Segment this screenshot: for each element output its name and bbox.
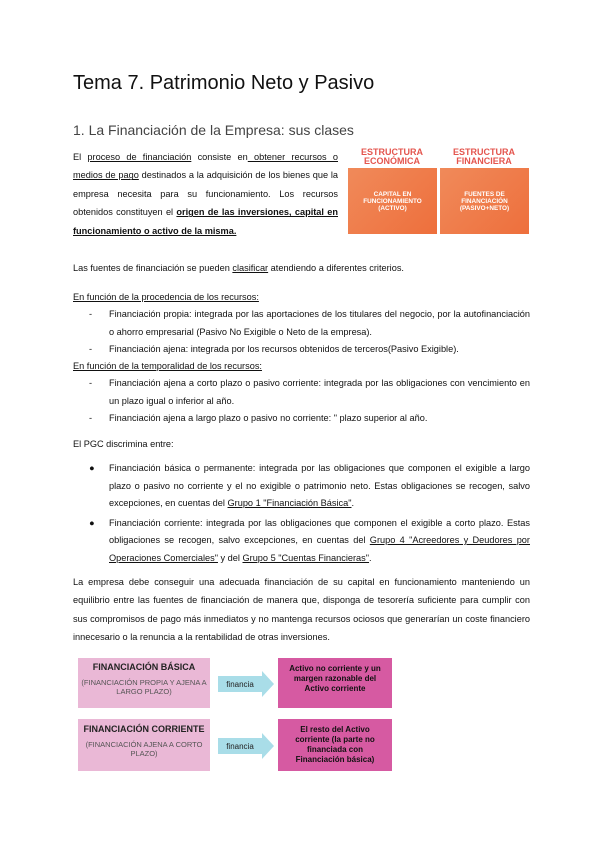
classify-paragraph	[73, 260, 530, 278]
pgc-list	[73, 460, 530, 567]
link-grupo-4[interactable]: Grupo 4 "Acreedores y Deudores por Operaciones Comerciales"	[109, 535, 530, 563]
financiacion-corriente-box	[78, 719, 210, 771]
pgc-intro: El PGC discrimina entre:	[73, 439, 174, 449]
financiacion-basica-title: FINANCIACIÓN BÁSICA	[92, 662, 196, 672]
temporalidad-heading: En función de la temporalidad de los recursos:	[73, 361, 262, 371]
result-text-1: Activo no corriente y un margen razonable del Activo corriente	[289, 664, 381, 693]
pgc-b2-end: .	[369, 552, 372, 563]
list-item	[73, 515, 530, 568]
financia-arrow-1	[218, 671, 274, 697]
bullet-marker: ●	[89, 463, 95, 473]
intro-paragraph	[73, 148, 338, 240]
procedencia-heading: En función de la procedencia de los recursos:	[73, 292, 259, 302]
financiacion-corriente-subtitle: (FINANCIACIÓN AJENA A CORTO PLAZO)	[85, 740, 203, 758]
financiacion-basica-subtitle: (FINANCIACIÓN PROPIA Y AJENA A LARGO PLAZO)	[81, 678, 207, 696]
closing-paragraph: La empresa debe conseguir una adecuada financiación de su capital en funcionamiento manteniendo un equilibrio entre las fuentes de financiación de manera que, disponga de tesorería suficiente para cumplir con sus compromisos de pago más inmediatos y no mantenga recursos ociosos que generarían un coste financiero innecesario o la renuncia a la rentabilidad de otras inversiones.	[73, 577, 530, 643]
list-item	[73, 375, 530, 410]
financia-label-2: financia	[226, 741, 254, 751]
structure-right-box	[440, 168, 529, 234]
procedencia-list	[73, 306, 530, 359]
bullet-marker: ●	[89, 517, 95, 528]
dash-marker: -	[89, 378, 93, 388]
link-origen-inversiones[interactable]: origen de las inversiones, capital en funcionamiento o activo de la misma.	[73, 207, 338, 236]
structure-right-header: ESTRUCTURA FINANCIERA	[453, 147, 515, 166]
link-grupo-1[interactable]: Grupo 1 "Financiación Básica"	[227, 498, 352, 508]
pgc-b1-end: .	[351, 498, 355, 508]
financia-arrow-2	[218, 733, 274, 759]
structure-left-box-label: CAPITAL EN FUNCIONAMIENTO (ACTIVO)	[363, 190, 422, 212]
dash-marker: -	[89, 413, 93, 423]
structure-diagram	[348, 148, 530, 234]
temporalidad-item-2: Financiación ajena a largo plazo o pasivo no corriente: " plazo superior al año.	[109, 413, 428, 423]
structure-left-header: ESTRUCTURA ECONÓMICA	[361, 147, 423, 166]
intro-text-1: El	[73, 152, 88, 162]
intro-text-3: destinados a la adquisición de los bienes que la empresa necesita para su funcionamiento. Los recursos obtenidos constituyen el	[73, 170, 338, 218]
link-proceso-financiacion[interactable]: proceso de financiación	[87, 152, 192, 162]
link-obtener-recursos[interactable]: obtener recursos o medios de pago	[73, 152, 338, 181]
structure-left-box	[348, 168, 437, 234]
financiacion-corriente-title: FINANCIACIÓN CORRIENTE	[83, 724, 205, 734]
structure-right-box-label: FUENTES DE FINANCIACIÓN (PASIVO+NETO)	[459, 190, 510, 212]
procedencia-item-1: Financiación propia: integrada por las aportaciones de los titulares del negocio, por la autofinanciación o ahorro empresarial (Pasivo No Exigible o Neto de la empresa).	[109, 309, 530, 337]
link-grupo-5[interactable]: Grupo 5 "Cuentas Financieras"	[242, 552, 370, 563]
page-title: Tema 7. Patrimonio Neto y Pasivo	[73, 72, 375, 94]
financia-label-1: financia	[226, 679, 254, 689]
result-box-2	[278, 719, 392, 771]
result-box-1	[278, 658, 392, 708]
link-clasificar[interactable]: clasificar	[232, 263, 269, 273]
temporalidad-list	[73, 375, 530, 428]
pgc-b2-text: Financiación corriente: integrada por las obligaciones que componen el exigible a corto plazo. Estas obligaciones se recogen, salvo excepciones, en cuentas del	[109, 517, 530, 545]
pgc-b1-text: Financiación básica o permanente: integrada por las obligaciones que componen el exigible a largo plazo o pasivo no corriente y el no exigible o patrimonio neto. Estas obligaciones se recogen, salvo excepciones, en cuentas del	[109, 463, 530, 508]
section-title: 1. La Financiación de la Empresa: sus clases	[73, 122, 354, 138]
list-item	[73, 306, 530, 341]
temporalidad-item-1: Financiación ajena a corto plazo o pasivo corriente: integrada por las obligaciones con vencimiento en un plazo igual o inferior al año.	[109, 378, 530, 406]
list-item	[73, 341, 530, 359]
dash-marker: -	[89, 309, 93, 319]
financiacion-basica-box	[78, 658, 210, 708]
classify-text-1: Las fuentes de financiación se pueden	[73, 263, 233, 273]
dash-marker: -	[89, 344, 93, 354]
procedencia-item-2: Financiación ajena: integrada por los recursos obtenidos de terceros(Pasivo Exigible).	[109, 344, 459, 354]
intro-text-2: consiste en	[191, 152, 248, 162]
classify-text-2: atendiendo a diferentes criterios.	[268, 263, 404, 273]
pgc-b2-mid: y del	[217, 552, 243, 563]
list-item	[73, 460, 530, 513]
result-text-2: El resto del Activo corriente (la parte no financiada con Financiación básica)	[295, 725, 375, 764]
list-item	[73, 410, 530, 428]
